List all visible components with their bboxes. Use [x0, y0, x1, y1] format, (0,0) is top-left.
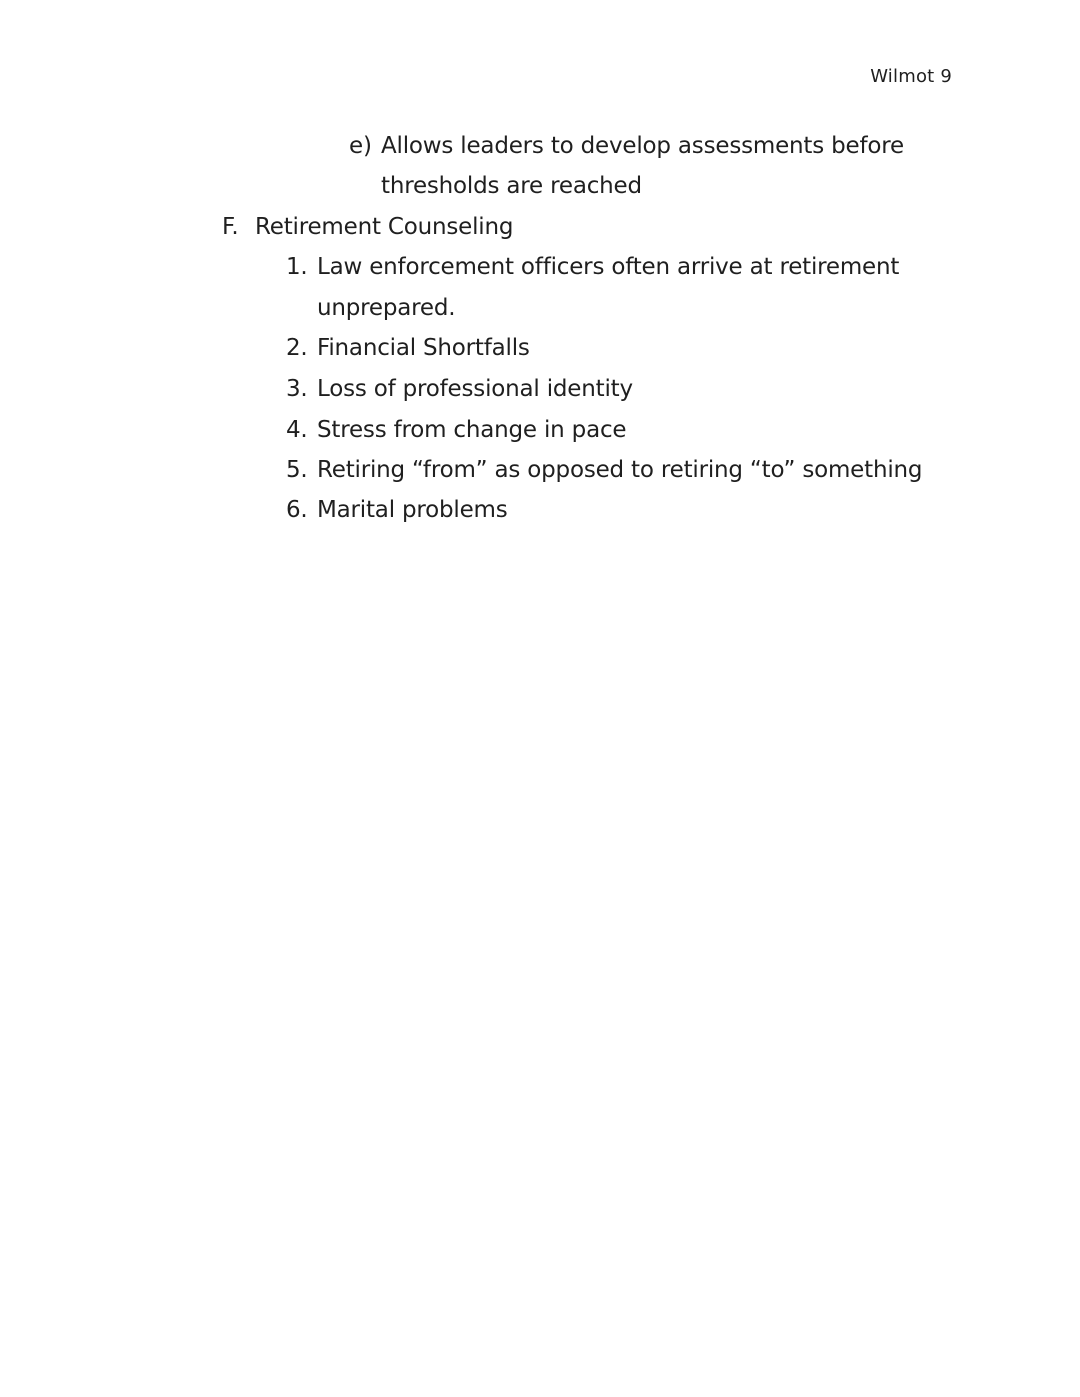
outline-item-e-text-line1: Allows leaders to develop assessments before: [381, 133, 904, 159]
outline-item-e-continuation: thresholds are reached: [381, 173, 642, 199]
list-marker-5: 5.: [286, 457, 308, 483]
outline-marker-e: e): [349, 133, 372, 159]
list-marker-4: 4.: [286, 417, 308, 443]
section-title: Retirement Counseling: [255, 214, 514, 240]
list-item-3-text: Loss of professional identity: [317, 376, 633, 402]
outline-item-e: [349, 126, 904, 166]
list-item-3: [286, 369, 633, 409]
list-item-1-text-line1: Law enforcement officers often arrive at retirement: [317, 254, 900, 280]
list-marker-3: 3.: [286, 376, 308, 402]
section-marker-f: F.: [222, 214, 239, 240]
section-heading-f: [222, 207, 513, 247]
list-item-5: [286, 450, 922, 490]
list-marker-6: 6.: [286, 497, 308, 523]
list-item-4-text: Stress from change in pace: [317, 417, 627, 443]
list-item-2-text: Financial Shortfalls: [317, 335, 530, 361]
list-marker-2: 2.: [286, 335, 308, 361]
list-item-4: [286, 410, 626, 450]
list-item-6-text: Marital problems: [317, 497, 508, 523]
list-item-1-continuation: unprepared.: [317, 295, 456, 321]
list-item-5-text: Retiring “from” as opposed to retiring “to” something: [317, 457, 923, 483]
list-item-6: [286, 490, 508, 530]
running-head: Wilmot 9: [870, 66, 952, 87]
list-marker-1: 1.: [286, 254, 308, 280]
list-item-2: [286, 328, 530, 368]
list-item-1: [286, 247, 899, 287]
